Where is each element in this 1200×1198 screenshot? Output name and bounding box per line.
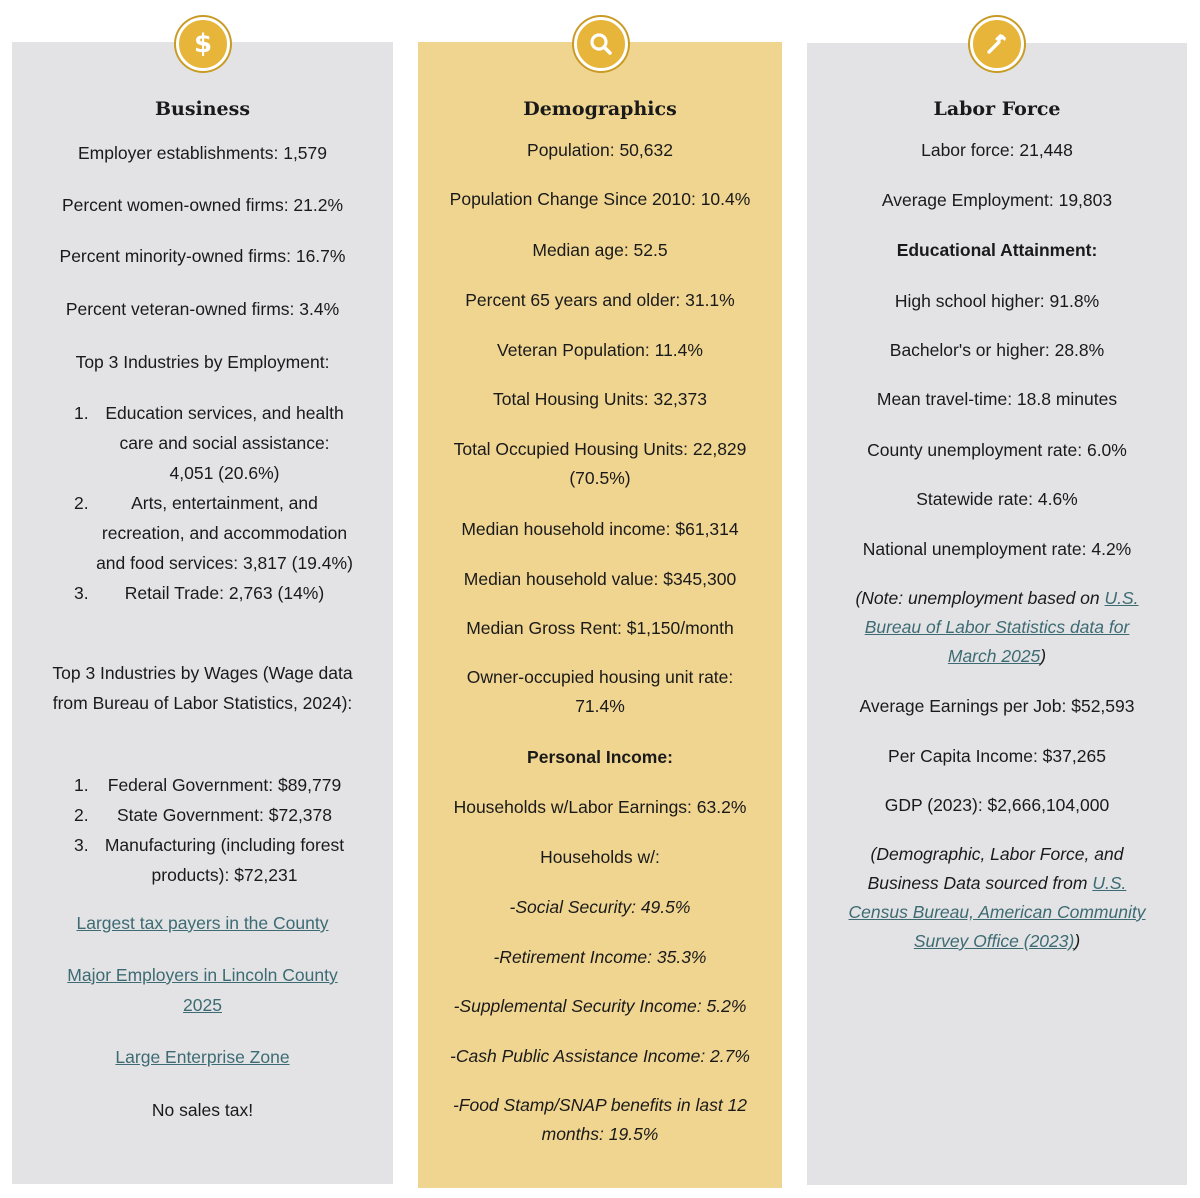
average-earnings: Average Earnings per Job: $52,593 [859,696,1135,716]
population: Population: 50,632 [527,140,673,160]
total-housing-units: Total Housing Units: 32,373 [492,389,708,409]
top-employment-heading: Top 3 Industries by Employment: [75,352,330,372]
dollar-icon: $ [176,17,230,71]
county-unemployment: County unemployment rate: 6.0% [867,440,1127,460]
labor-force-count: Labor force: 21,448 [921,140,1073,160]
list-item: 1. Federal Government: $89,779 [74,775,342,795]
personal-income-heading: Personal Income: [527,747,673,767]
high-school-rate: High school higher: 91.8% [894,291,1100,311]
list-item: 1. Education services, and health care and social assistance: 4,051 (20.6%) [74,403,344,483]
business-minority-owned: Percent minority-owned firms: 16.7% [59,246,346,266]
median-gross-rent: Median Gross Rent: $1,150/month [466,618,734,638]
labor-force-title: Labor Force [933,98,1061,120]
median-household-value: Median household value: $345,300 [463,569,737,589]
list-item: 2. Arts, entertainment, and recreation, and accommodation and food services: 3,817 (19.4%) [74,493,353,573]
retirement-income: -Retirement Income: 35.3% [493,947,707,967]
pct-65-older: Percent 65 years and older: 31.1% [465,290,735,310]
veteran-population: Veteran Population: 11.4% [497,340,703,360]
census-bureau-link[interactable]: U.S. Census Bureau, American Community Survey Office (2023) [848,873,1146,951]
major-employers-link[interactable]: Major Employers in Lincoln County 2025 [67,965,338,1015]
business-women-owned: Percent women-owned firms: 21.2% [61,195,344,215]
list-item: 3. Manufacturing (including forest products): $72,231 [74,835,345,885]
business-title: Business [154,98,251,120]
median-age: Median age: 52.5 [532,240,668,260]
occupied-housing-units: Total Occupied Housing Units: 22,829 (70.5%) [453,439,747,488]
business-panel [12,42,393,1184]
educational-attainment-heading: Educational Attainment: [896,240,1098,260]
list-item: 3. Retail Trade: 2,763 (14%) [74,583,325,603]
no-sales-tax: No sales tax! [151,1100,254,1120]
hammer-icon [970,17,1024,71]
cash-public-assistance: -Cash Public Assistance Income: 2.7% [450,1046,750,1066]
households-with: Households w/: [540,847,660,867]
enterprise-zone-link[interactable]: Large Enterprise Zone [115,1047,290,1067]
per-capita-income: Per Capita Income: $37,265 [888,746,1106,766]
top-wages-heading: Top 3 Industries by Wages (Wage data from Bureau of Labor Statistics, 2024): [52,663,353,713]
national-unemployment: National unemployment rate: 4.2% [862,539,1132,559]
data-source-note: (Demographic, Labor Force, and Business Data sourced from U.S. Census Bureau, American Community Survey Office (2023)) [848,844,1146,951]
unemployment-note: (Note: unemployment based on U.S. Bureau of Labor Statistics data for March 2025) [855,588,1139,666]
supplemental-security-income: -Supplemental Security Income: 5.2% [453,996,747,1016]
population-change: Population Change Since 2010: 10.4% [449,189,751,209]
statewide-rate: Statewide rate: 4.6% [916,489,1078,509]
demographics-title: Demographics [523,98,677,120]
top-wages-list [12,770,393,890]
top-employment-list [12,398,393,608]
bls-data-link[interactable]: U.S. Bureau of Labor Statistics data for March 2025 [864,588,1139,666]
average-employment: Average Employment: 19,803 [881,190,1113,210]
magnifier-icon [574,17,628,71]
business-veteran-owned: Percent veteran-owned firms: 3.4% [65,299,340,319]
snap-benefits: -Food Stamp/SNAP benefits in last 12 months: 19.5% [452,1095,748,1144]
households-labor-earnings: Households w/Labor Earnings: 63.2% [453,797,747,817]
demographics-panel [418,42,782,1188]
owner-occupied-rate: Owner-occupied housing unit rate: 71.4% [466,667,734,716]
gdp: GDP (2023): $2,666,104,000 [884,795,1110,815]
mean-travel-time: Mean travel-time: 18.8 minutes [876,389,1118,409]
list-item: 2. State Government: $72,378 [74,805,332,825]
social-security: -Social Security: 49.5% [509,897,691,917]
median-household-income: Median household income: $61,314 [461,519,739,539]
largest-taxpayers-link[interactable]: Largest tax payers in the County [76,913,329,933]
bachelors-rate: Bachelor's or higher: 28.8% [889,340,1105,360]
labor-force-panel [807,43,1187,1185]
business-establishments: Employer establishments: 1,579 [77,143,328,163]
